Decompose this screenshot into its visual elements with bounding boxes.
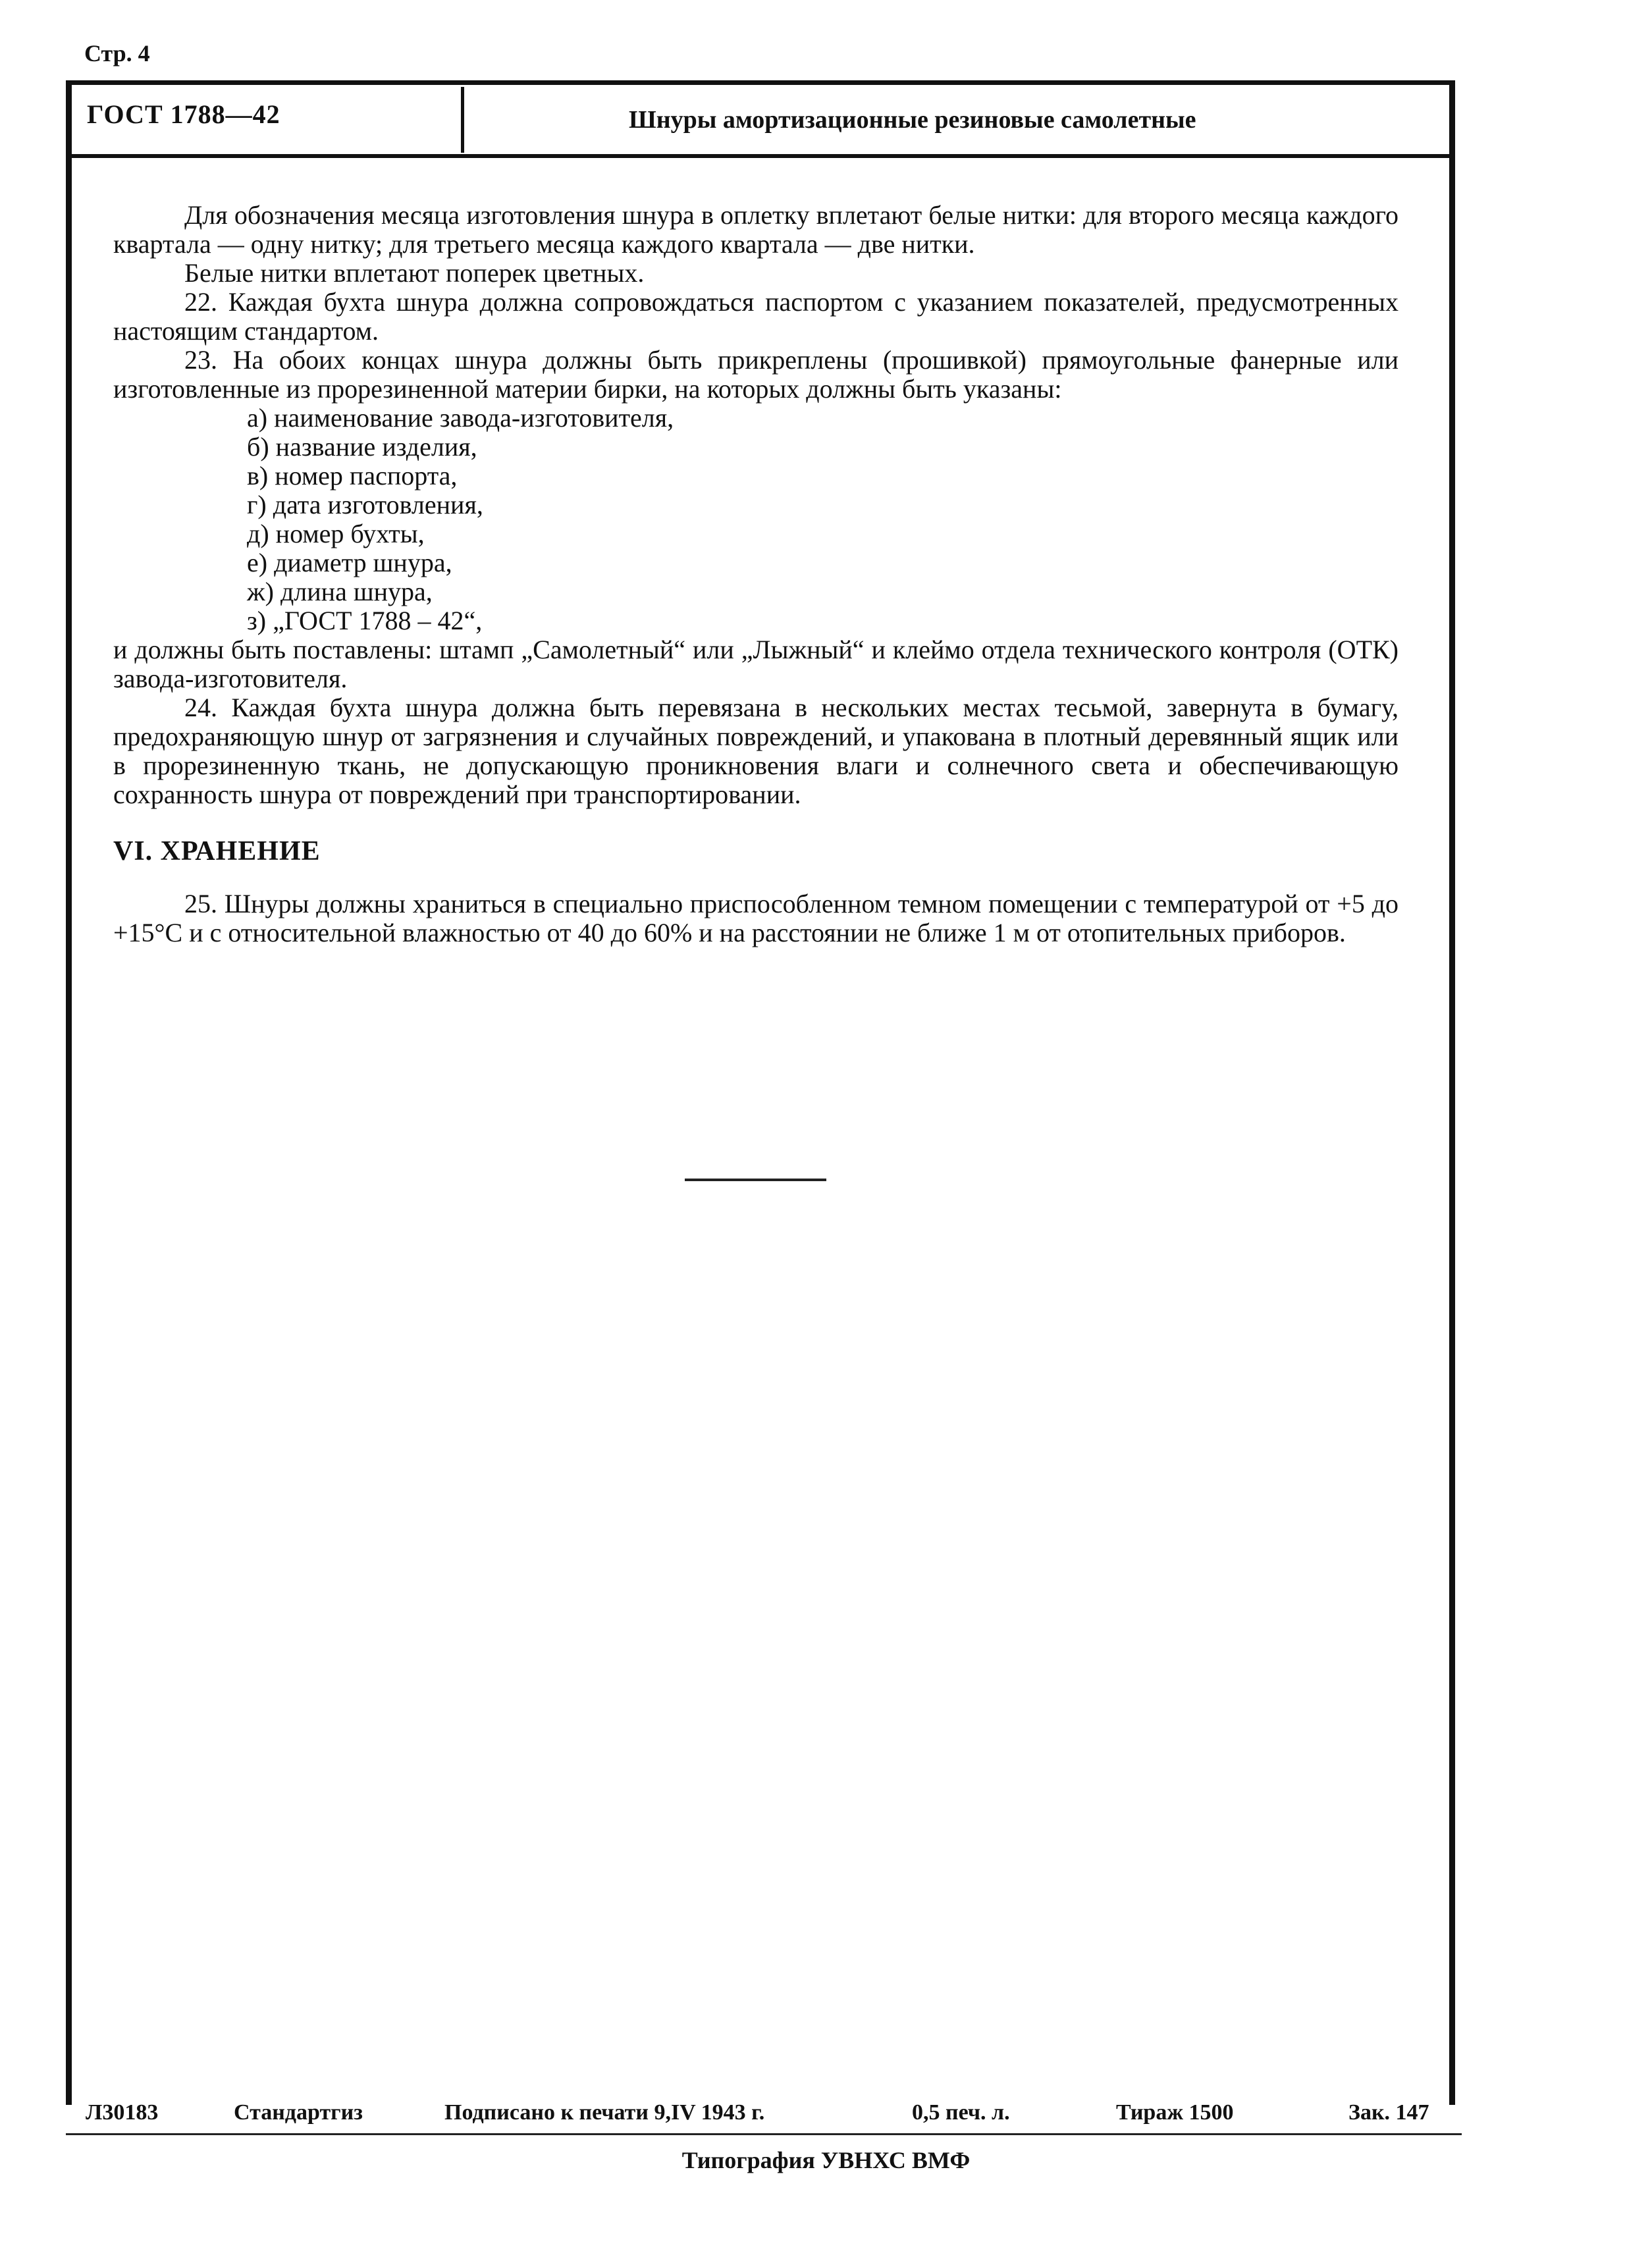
standard-title: Шнуры амортизационные резиновые самолетные	[629, 106, 1196, 134]
imprint-code: Л30183	[86, 2100, 159, 2125]
imprint-order: Зак. 147	[1348, 2100, 1429, 2125]
list-item: е) диаметр шнура,	[247, 548, 452, 577]
paragraph: 22. Каждая бухта шнура должна сопровождаться паспортом с указанием показателей, предусмотренных настоящим стандартом.	[113, 287, 1399, 346]
paragraph: 25. Шнуры должны храниться в специально приспособленном темном помещении с температурой от +5 до +15°С и с относительной влажностью от 40 до 60% и на расстоянии не ближе 1 м от отопительных приборов.	[113, 889, 1399, 947]
list-item: д) номер бухты,	[247, 519, 425, 548]
section-title: VI. ХРАНЕНИЕ	[113, 836, 321, 866]
imprint-print-run: Тираж 1500	[1116, 2100, 1234, 2125]
paragraph: и должны быть поставлены: штамп „Самолетный“ или „Лыжный“ и клеймо отдела технического контроля (ОТК) завода-изготовителя.	[113, 635, 1399, 693]
list-item: а) наименование завода-изготовителя,	[247, 403, 674, 433]
imprint-publisher: Стандартгиз	[234, 2100, 363, 2125]
end-rule	[685, 1179, 826, 1181]
paragraph: 23. На обоих концах шнура должны быть прикреплены (прошивкой) прямоугольные фанерные или изготовленные из прорезиненной материи бирки, на которых должны быть указаны:	[113, 345, 1399, 404]
imprint-signed: Подписано к печати 9,IV 1943 г.	[444, 2100, 765, 2125]
label-requirements-list	[113, 404, 1399, 635]
paragraph: 24. Каждая бухта шнура должна быть перевязана в нескольких местах тесьмой, завернута в бумагу, предохраняющую шнур от загрязнения и случайных повреждений, и упакована в плотный деревянный ящик или в прорезиненную ткань, не допускающую проникновения влаги и солнечного света и обеспечивающую сохранность шнура от повреждений при транспортировании.	[113, 693, 1399, 809]
paragraph: Белые нитки вплетают поперек цветных.	[184, 258, 645, 288]
page-number: Стр. 4	[84, 40, 150, 66]
paragraph: Для обозначения месяца изготовления шнура в оплетку вплетают белые нитки: для второго месяца каждого квартала — одну нитку; для третьего месяца каждого квартала — две нитки.	[113, 200, 1399, 259]
standard-code: ГОСТ 1788—42	[87, 99, 280, 129]
list-item: ж) длина шнура,	[247, 577, 433, 606]
footer-rule	[66, 2133, 1462, 2135]
list-item: г) дата изготовления,	[247, 490, 483, 519]
document-body	[113, 201, 1399, 947]
list-item: в) номер паспорта,	[247, 461, 458, 491]
imprint-volume: 0,5 печ. л.	[912, 2100, 1010, 2125]
header-divider	[461, 87, 464, 153]
list-item: з) „ГОСТ 1788 – 42“,	[247, 606, 483, 635]
list-item: б) название изделия,	[247, 432, 477, 462]
printer-line: Типография УВНХС ВМФ	[681, 2147, 971, 2173]
